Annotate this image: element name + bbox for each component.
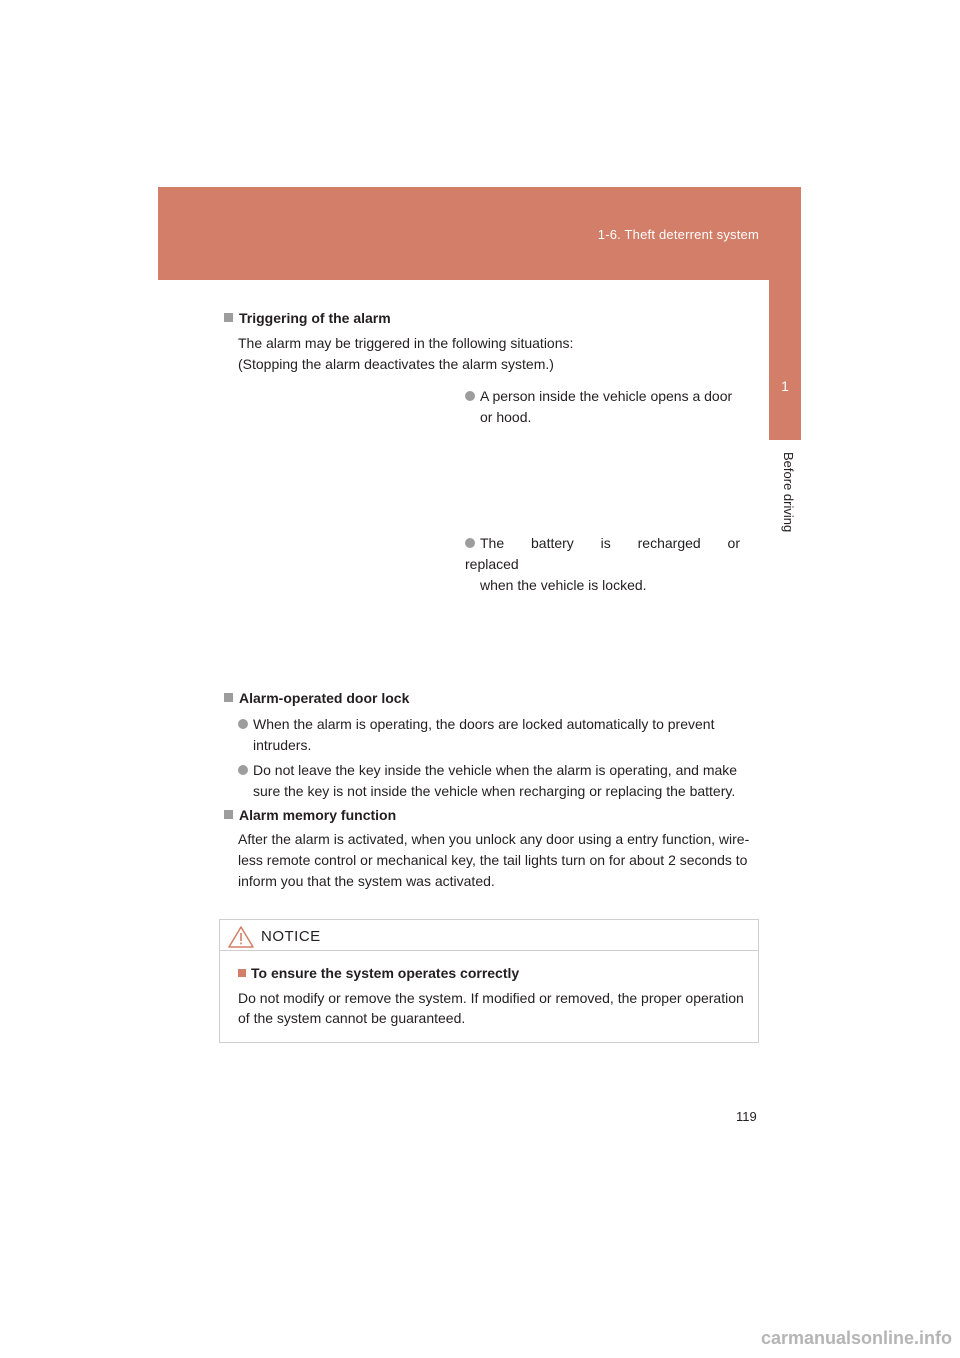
warning-triangle-icon — [228, 926, 254, 948]
bullet-line: when the vehicle is locked. — [480, 577, 647, 593]
door-lock-heading-text: Alarm-operated door lock — [239, 690, 410, 706]
bullet-line: intruders. — [253, 737, 312, 753]
bullet-line: sure the key is not inside the vehicle when recharging or replacing the battery. — [253, 783, 736, 799]
triggering-intro-line: The alarm may be triggered in the following situations: — [238, 335, 574, 351]
door-lock-bullet — [238, 714, 743, 756]
triggering-intro — [238, 333, 573, 375]
square-bullet-icon — [238, 969, 246, 977]
square-bullet-icon — [224, 810, 233, 819]
chapter-tab — [769, 280, 801, 440]
notice-subheading-text: To ensure the system operates correctly — [251, 965, 520, 981]
triggering-heading — [224, 310, 391, 326]
bullet-line: A person inside the vehicle opens a door — [465, 386, 740, 407]
round-bullet-icon — [465, 391, 475, 401]
chapter-number: 1 — [781, 378, 789, 394]
notice-title: NOTICE — [261, 928, 321, 945]
square-bullet-icon — [224, 313, 233, 322]
round-bullet-icon — [238, 765, 248, 775]
door-lock-bullet — [238, 760, 743, 802]
triggering-heading-text: Triggering of the alarm — [239, 310, 391, 326]
memory-line: After the alarm is activated, when you unlock any door using a entry function, wire- — [238, 831, 750, 847]
section-header-band — [158, 187, 801, 280]
round-bullet-icon — [238, 719, 248, 729]
door-lock-heading — [224, 690, 409, 706]
memory-line: inform you that the system was activated. — [238, 873, 495, 889]
round-bullet-icon — [465, 538, 475, 548]
page-number: 119 — [736, 1109, 757, 1124]
triggering-intro-line: (Stopping the alarm deactivates the alarm system.) — [238, 356, 554, 372]
memory-heading — [224, 807, 396, 823]
notice-body — [238, 988, 754, 1028]
notice-line: Do not modify or remove the system. If modified or removed, the proper operation — [238, 990, 744, 1006]
watermark: carmanualsonline.info — [760, 1328, 952, 1348]
bullet-line: The battery is recharged or replaced — [465, 535, 740, 572]
notice-header — [220, 920, 758, 951]
memory-paragraph — [238, 829, 758, 892]
notice-line: of the system cannot be guaranteed. — [238, 1010, 466, 1026]
notice-subheading — [238, 965, 519, 981]
memory-line: less remote control or mechanical key, the tail lights turn on for about 2 seconds to — [238, 852, 748, 868]
chapter-label: Before driving — [781, 452, 796, 533]
notice-box — [219, 919, 759, 1043]
section-title: 1-6. Theft deterrent system — [597, 227, 759, 242]
memory-heading-text: Alarm memory function — [239, 807, 397, 823]
bullet-line: When the alarm is operating, the doors are locked automatically to prevent — [238, 714, 743, 735]
bullet-line: Do not leave the key inside the vehicle when the alarm is operating, and make — [238, 760, 743, 781]
triggering-bullet — [465, 533, 740, 596]
bullet-line: or hood. — [480, 409, 532, 425]
square-bullet-icon — [224, 693, 233, 702]
triggering-bullet — [465, 386, 740, 428]
